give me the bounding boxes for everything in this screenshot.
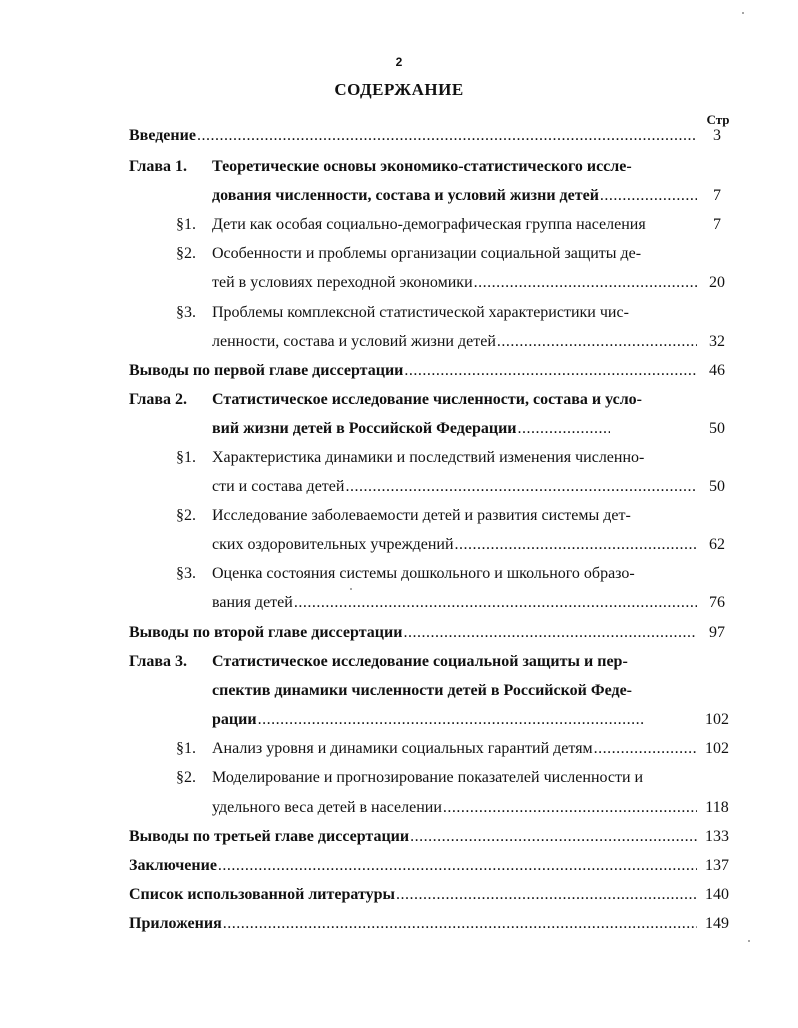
toc-section-2-2-line1[interactable] [176,504,735,526]
leader-dots [396,885,697,905]
toc-section-3-2-line2[interactable] [212,796,735,818]
toc-page-number: 50 [709,478,725,495]
leader-dots [455,535,697,555]
toc-section-2-3-line2[interactable] [212,591,735,613]
toc-entry-text: Особенности и проблемы организации социальной защиты де- [212,245,642,262]
toc-section-1-2-line1[interactable] [176,242,735,264]
toc-entry-text: Исследование заболеваемости детей и развития системы дет- [212,507,631,524]
toc-entry-text: Список использованной литературы [129,886,395,903]
leader-dots [258,710,644,730]
toc-entry-text: сти и состава детей [212,478,345,495]
toc-entry-text: Выводы по первой главе диссертации [129,362,404,379]
scan-speck [350,588,352,590]
leader-dots [594,739,697,759]
toc-entry-text: рации [212,711,257,728]
toc-chapter-label: Глава 1. [129,158,187,175]
toc-section-2-1-line1[interactable] [176,446,735,468]
toc-page-number: 97 [709,624,725,641]
toc-chapter-2-line2[interactable] [212,417,735,439]
toc-entry-text: Статистическое исследование численности, состава и усло- [212,391,643,408]
page-title: СОДЕРЖАНИЕ [334,80,464,99]
toc-section-1-2-line2[interactable] [212,271,735,293]
toc-section-label: §1. [176,216,196,233]
toc-section-label: §3. [176,304,196,321]
leader-dots [294,593,697,613]
page-number: 2 [395,55,403,69]
toc-chapter-3-line1[interactable] [129,650,735,672]
toc-entry-text: Анализ уровня и динамики социальных гарантий детям [212,740,593,757]
toc-section-2-2-line2[interactable] [212,533,735,555]
toc-entry-text: Приложения [129,915,222,932]
leader-dots [600,186,697,206]
leader-dots [223,914,697,934]
toc-page-number: 7 [713,216,721,233]
toc-entry-text: тей в условиях переходной экономики [212,274,473,291]
toc-entry-bibliography[interactable] [129,883,735,905]
toc-entry-text: Заключение [129,857,217,874]
toc-entry-appendices[interactable] [129,912,735,934]
toc-entry-text: ленности, состава и условий жизни детей [212,333,496,350]
leader-dots [197,126,697,146]
toc-entry-text: Выводы по второй главе диссертации [129,624,403,641]
toc-entry-text: Дети как особая социально-демографическая группа населения [212,216,646,233]
toc-page-number: 133 [705,828,729,845]
toc-chapter-2-line1[interactable] [129,388,735,410]
toc-entry-conclusion[interactable] [129,854,735,876]
toc-section-label: §2. [176,769,196,786]
toc-entry-introduction[interactable] [129,124,735,146]
toc-section-1-3-line1[interactable] [176,301,735,323]
toc-page-number: 102 [705,711,729,728]
toc-page-number: 50 [709,420,725,437]
scan-speck [742,12,744,14]
toc-section-1-1[interactable] [176,213,735,235]
toc-section-label: §2. [176,245,196,262]
toc-entry-text: ских оздоровительных учреждений [212,536,454,553]
toc-entry-text: Характеристика динамики и последствий изменения численно- [212,449,645,466]
toc-page-number: 102 [705,740,729,757]
toc-section-3-1[interactable] [176,737,735,759]
toc-entry-text: Введение [129,127,196,144]
toc-section-1-3-line2[interactable] [212,330,735,352]
toc-entry-chapter-1-conclusions[interactable] [129,359,735,381]
toc-entry-text: Моделирование и прогнозирование показателей численности и [212,769,644,786]
leader-dots [218,856,697,876]
toc-entry-chapter-3-conclusions[interactable] [129,825,735,847]
toc-entry-text: Выводы по третьей главе диссертации [129,828,410,845]
toc-page-number: 7 [713,187,721,204]
toc-page-number: 46 [709,362,725,379]
toc-chapter-1-line1[interactable] [129,155,735,177]
toc-entry-text: спектив динамики численности детей в Российской Феде- [212,682,632,699]
toc-section-label: §2. [176,507,196,524]
toc-entry-text: Статистическое исследование социальной защиты и пер- [212,653,628,670]
toc-chapter-3-line3[interactable] [212,708,735,730]
toc-chapter-1-line2[interactable] [212,184,735,206]
toc-page-number: 32 [709,333,725,350]
leader-dots [497,332,697,352]
toc-entry-text: вания детей [212,594,293,611]
leader-dots [474,273,697,293]
toc-section-2-3-line1[interactable] [176,562,735,584]
toc-entry-text: дования численности, состава и условий жизни детей [212,187,599,204]
toc-page-number: 149 [705,915,729,932]
toc-chapter-label: Глава 3. [129,653,187,670]
scan-speck [748,940,750,942]
toc-page-number: 137 [705,857,729,874]
toc-page-number: 3 [713,127,721,144]
leader-dots [345,477,697,497]
toc-page-number: 140 [705,886,729,903]
toc-section-label: §1. [176,449,196,466]
toc-section-label: §1. [176,740,196,757]
toc-page-number: 76 [709,594,725,611]
toc-page-number: 118 [705,799,729,816]
toc-chapter-3-line2[interactable] [212,679,735,701]
toc-page-number: 62 [709,536,725,553]
toc-section-2-1-line2[interactable] [212,475,735,497]
toc-page-number: 20 [709,274,725,291]
leader-dots [518,419,610,439]
toc-entry-text: вий жизни детей в Российской Федерации [212,420,517,437]
toc-section-3-2-line1[interactable] [176,766,735,788]
leader-dots [403,623,697,643]
leader-dots [404,361,697,381]
toc-entry-text: Теоретические основы экономико-статистического иссле- [212,158,632,175]
page-column-header: Стр [706,112,730,127]
toc-entry-text: Проблемы комплексной статистической характеристики чис- [212,304,629,321]
toc-entry-text: Оценка состояния системы дошкольного и школьного образо- [212,565,635,582]
toc-entry-text: удельного веса детей в населении [212,799,442,816]
leader-dots [410,827,697,847]
toc-section-label: §3. [176,565,196,582]
leader-dots [443,798,697,818]
toc-entry-chapter-2-conclusions[interactable] [129,621,735,643]
toc-chapter-label: Глава 2. [129,391,187,408]
